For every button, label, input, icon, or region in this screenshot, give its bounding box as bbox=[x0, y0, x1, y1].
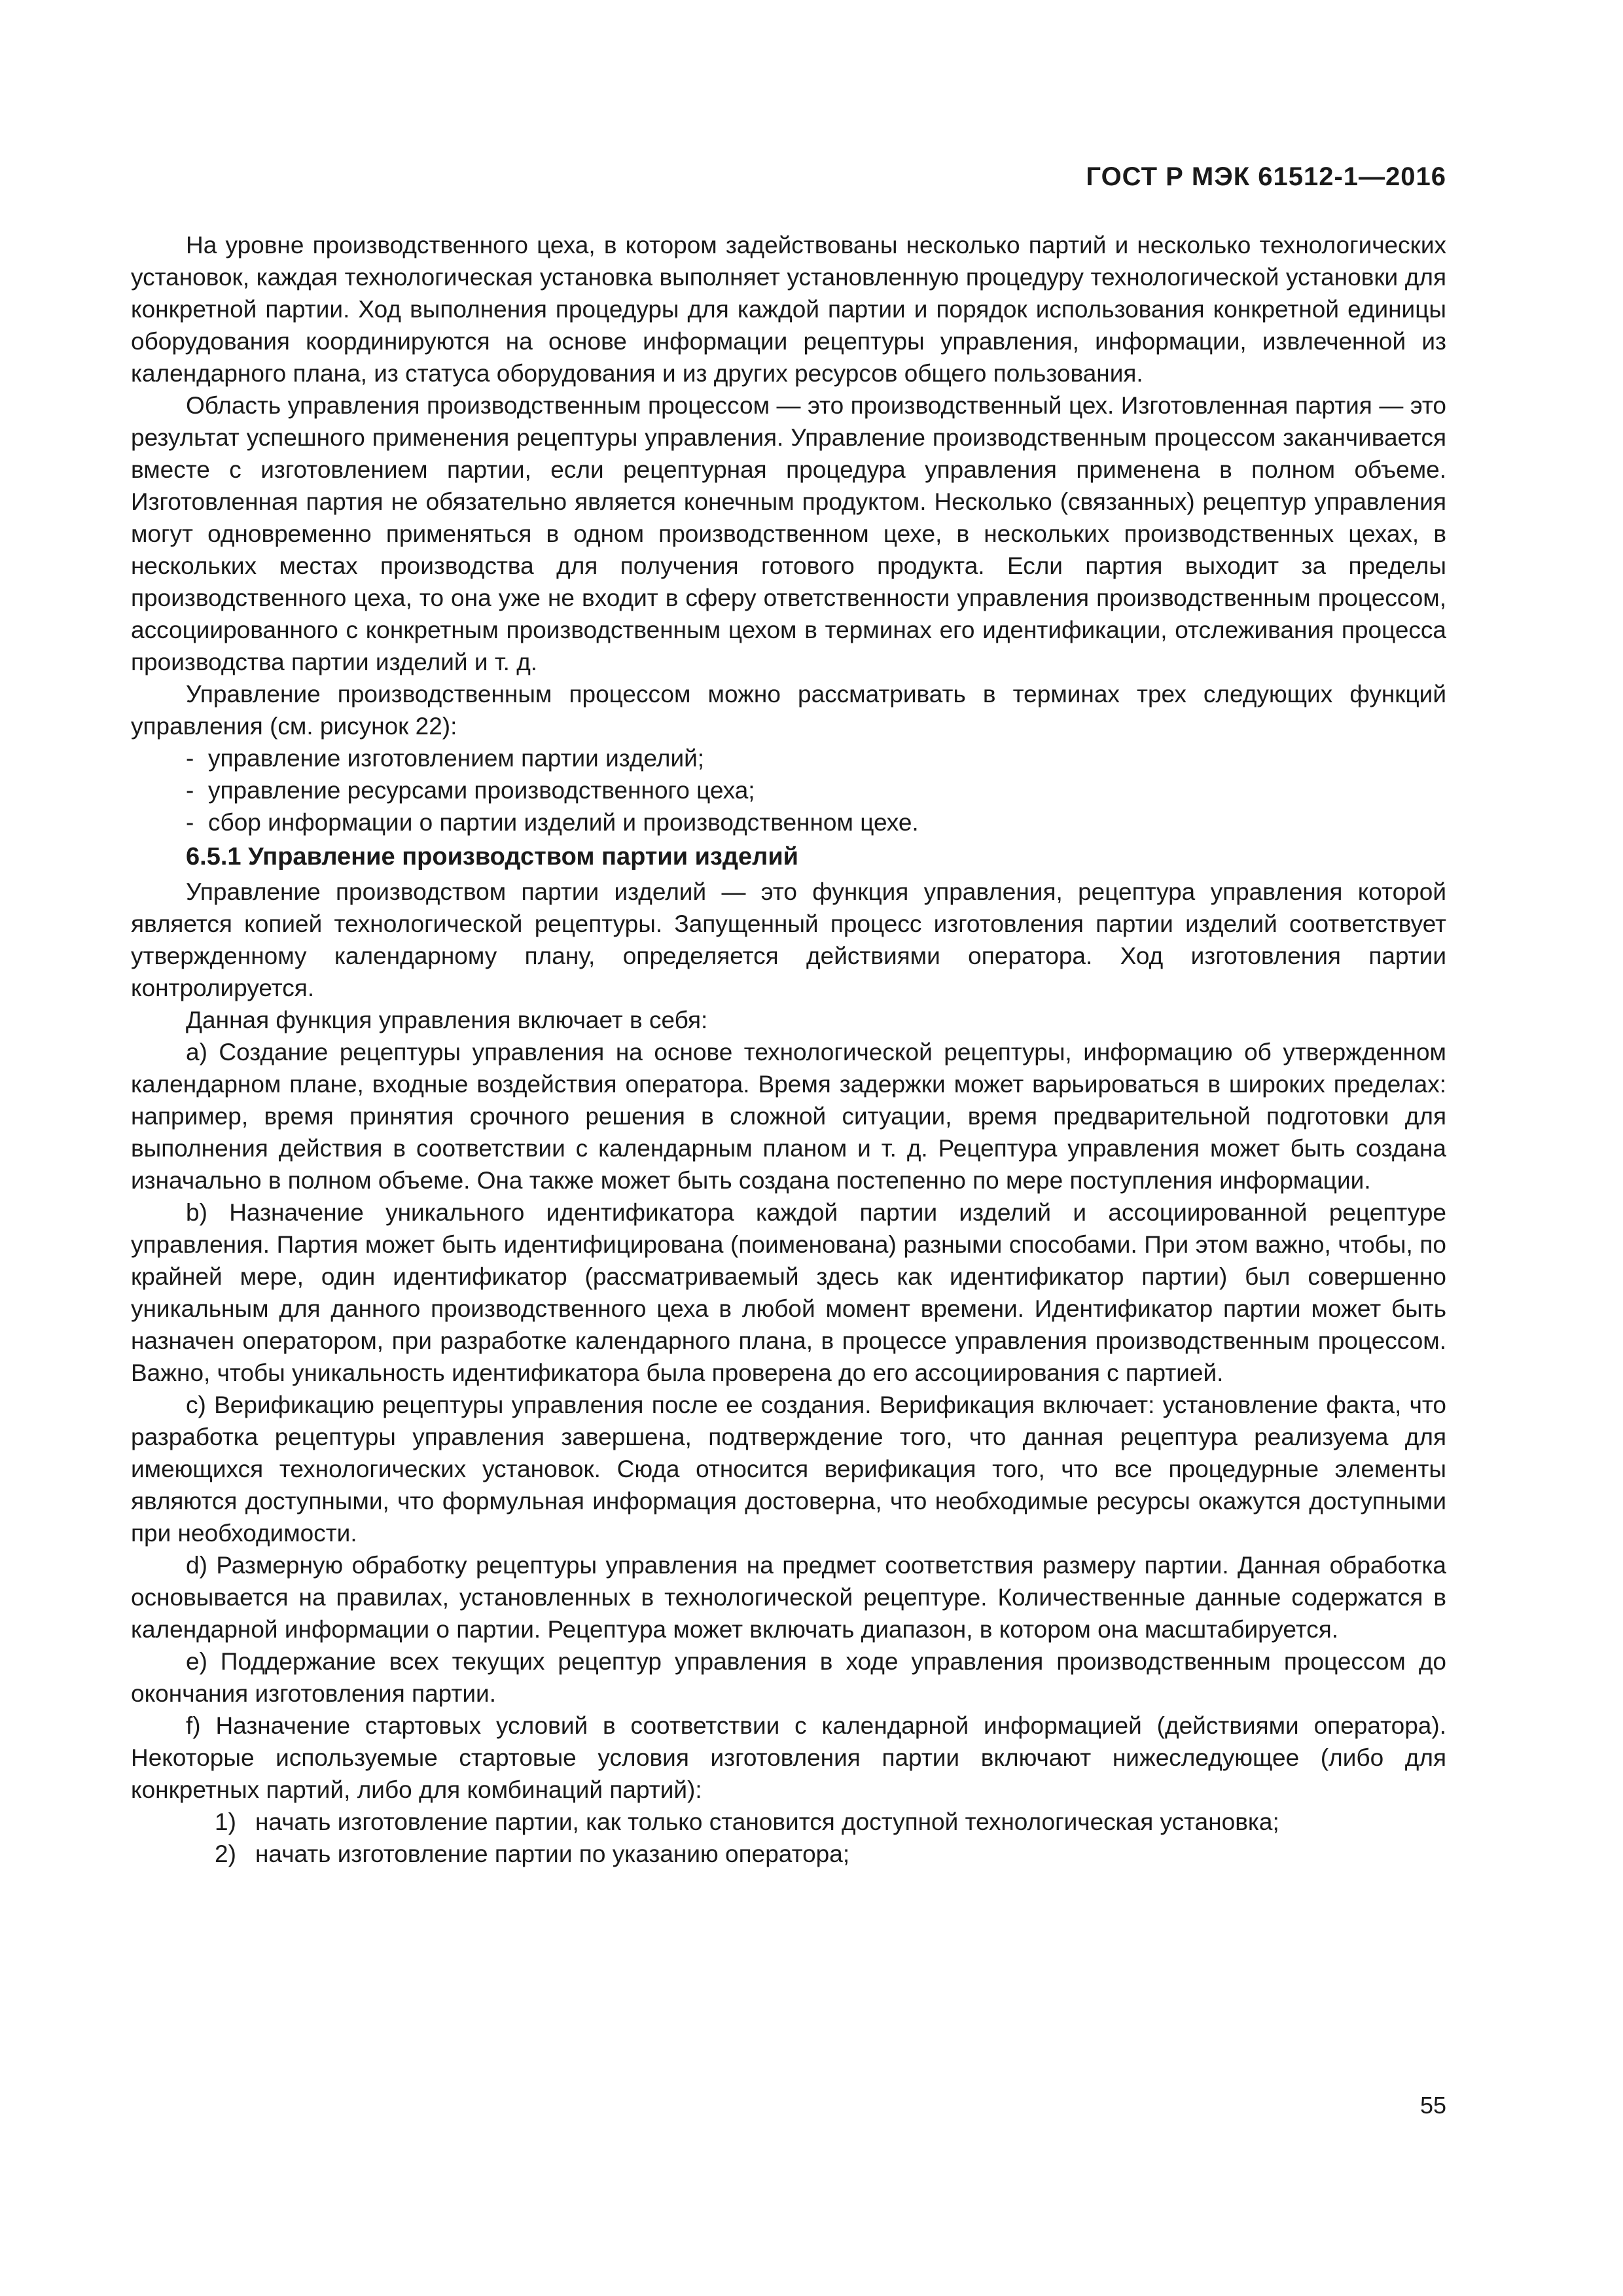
dash-list-item bbox=[131, 774, 1446, 806]
body-paragraph: b) Назначение уникального идентификатора каждой партии изделий и ассоциированной рецептуре управления. Партия может быть идентифицирована (поименована) разными способами. При этом важно, чтобы, по крайней мере, один идентификатор (рассматриваемый здесь как идентификатор партии) был совершенно уникальным для данного производственного цеха в любой момент времени. Идентификатор партии может быть назначен оператором, при разработке календарного плана, в процессе управления производственным процессом. Важно, чтобы уникальность идентификатора была проверена до его ассоциирования с партией. bbox=[131, 1199, 1446, 1386]
item-text: начать изготовление партии, как только становится доступной технологическая установка; bbox=[255, 1808, 1279, 1835]
dash-item-text: управление ресурсами производственного цеха; bbox=[208, 777, 755, 804]
body-paragraph: Управление производственным процессом можно рассматривать в терминах трех следующих функций управления (см. рисунок 22): bbox=[131, 681, 1446, 740]
dash-list-item bbox=[131, 742, 1446, 774]
body-paragraph: f) Назначение стартовых условий в соответствии с календарной информацией (действиями оператора). Некоторые используемые стартовые условия изготовления партии включают нижеследующее (либо для конкретных партий, либо для комбинаций партий): bbox=[131, 1712, 1446, 1803]
dash-item-text: сбор информации о партии изделий и производственном цехе. bbox=[208, 809, 919, 836]
item-number: 2) bbox=[215, 1840, 236, 1867]
body-paragraph: a) Создание рецептуры управления на основе технологической рецептуры, информацию об утвержденном календарном плане, входные воздействия оператора. Время задержки может варьироваться в широких пределах: например, время принятия срочного решения в сложной ситуации, время предварительной подготовки для выполнения действия в соответствии с календарным планом и т. д. Рецептура управления может быть создана изначально в полном объеме. Она также может быть создана постепенно по мере поступления информации. bbox=[131, 1039, 1446, 1194]
dash-item-text: управление изготовлением партии изделий; bbox=[208, 745, 705, 772]
start-conditions-list bbox=[131, 1806, 1446, 1870]
dash-marker: - bbox=[186, 745, 194, 772]
body-paragraph: c) Верификацию рецептуры управления после ее создания. Верификация включает: установление факта, что разработка рецептуры управления завершена, подтверждение того, что данная рецептура реализуема для имеющихся технологических установок. Сюда относится верификация того, что все процедурные элементы являются доступными, что формульная информация достоверна, что необходимые ресурсы окажутся доступными при необходимости. bbox=[131, 1391, 1446, 1547]
numbered-list-item bbox=[131, 1838, 1446, 1870]
document-body bbox=[131, 229, 1446, 1870]
body-paragraph: На уровне производственного цеха, в котором задействованы несколько партий и несколько технологических установок, каждая технологическая установка выполняет установленную процедуру технологической установки для конкретной партии. Ход выполнения процедуры для каждой партии и порядок использования конкретной единицы оборудования координируются на основе информации рецептуры управления, информации, извлеченной из календарного плана, из статуса оборудования и из других ресурсов общего пользования. bbox=[131, 232, 1446, 387]
dash-marker: - bbox=[186, 809, 194, 836]
body-paragraph: d) Размерную обработку рецептуры управления на предмет соответствия размеру партии. Данная обработка основывается на правилах, установленных в технологической рецептуре. Количественные данные содержатся в календарной информации о партии. Рецептура может включать диапазон, в котором она масштабируется. bbox=[131, 1552, 1446, 1643]
body-paragraph: Управление производством партии изделий — это функция управления, рецептура управления которой является копией технологической рецептуры. Запущенный процесс изготовления партии изделий соответствует утвержденному календарному плану, определяется действиями оператора. Ход изготовления партии контролируется. bbox=[131, 878, 1446, 1001]
numbered-list-item bbox=[131, 1806, 1446, 1838]
body-paragraph: e) Поддержание всех текущих рецептур управления в ходе управления производственным процессом до окончания изготовления партии. bbox=[131, 1648, 1446, 1707]
body-paragraph: Данная функция управления включает в себя: bbox=[186, 1007, 708, 1033]
document-header-code: ГОСТ Р МЭК 61512-1—2016 bbox=[1086, 162, 1446, 191]
item-text: начать изготовление партии по указанию оператора; bbox=[255, 1840, 850, 1867]
function-dash-list bbox=[131, 742, 1446, 838]
page-number: 55 bbox=[1419, 2092, 1446, 2119]
dash-list-item bbox=[131, 806, 1446, 838]
section-heading: 6.5.1 Управление производством партии изделий bbox=[186, 843, 799, 870]
dash-marker: - bbox=[186, 777, 194, 804]
body-paragraph: Область управления производственным процессом — это производственный цех. Изготовленная партия — это результат успешного применения рецептуры управления. Управление производственным процессом заканчивается вместе с изготовлением партии, если рецептурная процедура управления применена в полном объеме. Изготовленная партия не обязательно является конечным продуктом. Несколько (связанных) рецептур управления могут одновременно применяться в одном производственном цехе, в нескольких производственных цехах, в нескольких местах производства для получения готового продукта. Если партия выходит за пределы производственного цеха, то она уже не входит в сферу ответственности управления производственным процессом, ассоциированного с конкретным производственным цехом в терминах его идентификации, отслеживания процесса производства партии изделий и т. д. bbox=[131, 392, 1446, 675]
item-number: 1) bbox=[215, 1808, 236, 1835]
